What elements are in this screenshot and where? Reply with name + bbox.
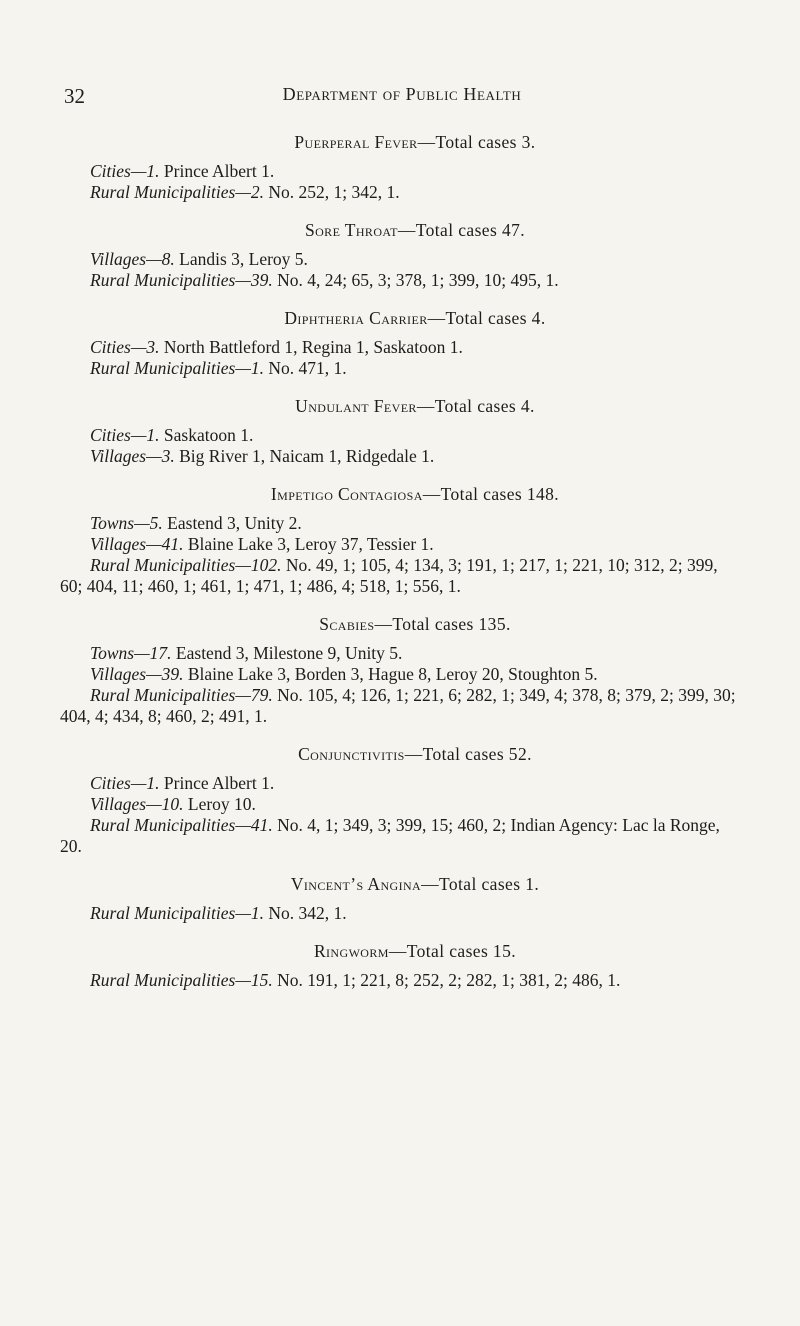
locality-list: Blaine Lake 3, Borden 3, Hague 8, Leroy 20, Stoughton 5.: [183, 664, 598, 684]
total-cases: —Total cases 4.: [427, 308, 546, 328]
disease-name: Undulant Fever: [295, 396, 417, 416]
running-head: Department of Public Health: [282, 84, 522, 104]
category-label: Cities: [90, 161, 131, 181]
category-count: —41.: [146, 534, 184, 554]
category-label: Rural Municipalities: [90, 270, 236, 290]
locality-entry: [60, 513, 740, 534]
disease-name: Sore Throat: [304, 220, 398, 240]
locality-entry: [60, 555, 740, 597]
category-count: —1.: [130, 425, 160, 445]
locality-entry: [60, 425, 740, 446]
locality-list: Saskatoon 1.: [159, 425, 254, 445]
category-count: —39.: [235, 270, 273, 290]
category-count: —39.: [146, 664, 184, 684]
category-count: —79.: [235, 685, 273, 705]
locality-entry: [60, 249, 740, 270]
disease-section: [90, 129, 740, 203]
category-count: —10.: [146, 794, 184, 814]
locality-list: Leroy 10.: [183, 794, 256, 814]
category-label: Villages: [90, 534, 147, 554]
category-label: Villages: [90, 249, 147, 269]
category-label: Rural Municipalities: [90, 182, 236, 202]
locality-entry: [60, 794, 740, 815]
category-label: Towns: [90, 513, 135, 533]
disease-name: Conjunctivitis: [298, 744, 405, 764]
locality-list: Prince Albert 1.: [159, 773, 275, 793]
category-label: Rural Municipalities: [90, 815, 236, 835]
category-count: —15.: [235, 970, 273, 990]
category-label: Rural Municipalities: [90, 555, 236, 575]
locality-entry: [60, 358, 740, 379]
locality-list: No. 4, 1; 349, 3; 399, 15; 460, 2; Indian Agency: Lac la Ronge, 20.: [60, 815, 720, 856]
locality-entry: [60, 270, 740, 291]
locality-list: Blaine Lake 3, Leroy 37, Tessier 1.: [183, 534, 434, 554]
locality-list: No. 191, 1; 221, 8; 252, 2; 282, 1; 381, 2; 486, 1.: [272, 970, 621, 990]
locality-entry: [60, 685, 740, 727]
total-cases: —Total cases 148.: [422, 484, 560, 504]
disease-heading: [90, 741, 740, 767]
category-count: —8.: [146, 249, 175, 269]
category-label: Towns: [90, 643, 135, 663]
disease-heading: [90, 871, 740, 897]
disease-heading: [90, 305, 740, 331]
locality-entry: [60, 161, 740, 182]
locality-entry: [60, 903, 740, 924]
disease-section: [90, 393, 740, 467]
category-label: Villages: [90, 664, 147, 684]
locality-list: Prince Albert 1.: [159, 161, 275, 181]
category-label: Villages: [90, 446, 147, 466]
disease-section: [60, 741, 740, 857]
locality-entry: [60, 815, 740, 857]
disease-name: Scabies: [319, 614, 375, 634]
category-count: —1.: [235, 358, 265, 378]
total-cases: —Total cases 135.: [374, 614, 511, 634]
locality-list: Big River 1, Naicam 1, Ridgedale 1.: [174, 446, 435, 466]
disease-section: [60, 611, 740, 727]
locality-entry: [60, 643, 740, 664]
total-cases: —Total cases 3.: [417, 132, 536, 152]
page-number: 32: [64, 84, 85, 108]
disease-name: Impetigo Contagiosa: [270, 484, 423, 504]
locality-list: Eastend 3, Milestone 9, Unity 5.: [171, 643, 403, 663]
category-count: —1.: [130, 161, 160, 181]
category-count: —1.: [130, 773, 160, 793]
locality-list: No. 471, 1.: [264, 358, 347, 378]
disease-heading: [90, 217, 740, 243]
category-count: —2.: [235, 182, 265, 202]
disease-heading: [90, 393, 740, 419]
category-count: —17.: [134, 643, 172, 663]
category-label: Cities: [90, 425, 131, 445]
category-label: Rural Municipalities: [90, 903, 236, 923]
total-cases: —Total cases 15.: [388, 941, 517, 961]
total-cases: —Total cases 52.: [404, 744, 532, 764]
locality-list: No. 342, 1.: [264, 903, 347, 923]
total-cases: —Total cases 47.: [397, 220, 526, 240]
category-count: —41.: [235, 815, 273, 835]
locality-entry: [60, 970, 740, 991]
category-label: Villages: [90, 794, 147, 814]
locality-list: North Battleford 1, Regina 1, Saskatoon 1.: [159, 337, 463, 357]
locality-entry: [60, 664, 740, 685]
locality-list: No. 105, 4; 126, 1; 221, 6; 282, 1; 349, 4; 378, 8; 379, 2; 399, 30; 404, 4; 434, 8; 460, 2; 491, 1.: [60, 685, 736, 726]
disease-heading: [90, 938, 740, 964]
locality-list: No. 252, 1; 342, 1.: [264, 182, 400, 202]
category-count: —3.: [130, 337, 160, 357]
disease-section: [90, 938, 740, 991]
disease-name: Vincent’s Angina: [290, 874, 422, 894]
category-count: —3.: [146, 446, 175, 466]
disease-name: Ringworm: [313, 941, 389, 961]
disease-name: Puerperal Fever: [294, 132, 418, 152]
total-cases: —Total cases 4.: [416, 396, 535, 416]
disease-heading: [90, 611, 740, 637]
category-count: —5.: [134, 513, 163, 533]
disease-section: [60, 481, 740, 597]
disease-section: [90, 305, 740, 379]
locality-entry: [60, 182, 740, 203]
category-label: Rural Municipalities: [90, 358, 236, 378]
locality-entry: [60, 534, 740, 555]
category-count: —1.: [235, 903, 265, 923]
disease-section: [90, 871, 740, 924]
disease-name: Diphtheria Carrier: [284, 308, 428, 328]
locality-entry: [60, 446, 740, 467]
disease-heading: [90, 129, 740, 155]
category-label: Rural Municipalities: [90, 970, 236, 990]
locality-list: No. 49, 1; 105, 4; 134, 3; 191, 1; 217, 1; 221, 10; 312, 2; 399, 60; 404, 11; 460, 1; 461, 1; 471, 1; 486, 4; 518, 1; 556, 1.: [60, 555, 718, 596]
disease-section: [90, 217, 740, 291]
category-label: Cities: [90, 773, 131, 793]
category-count: —102.: [235, 555, 282, 575]
category-label: Rural Municipalities: [90, 685, 236, 705]
locality-list: No. 4, 24; 65, 3; 378, 1; 399, 10; 495, 1.: [272, 270, 559, 290]
locality-entry: [60, 337, 740, 358]
report-body: [60, 129, 740, 1005]
locality-entry: [60, 773, 740, 794]
disease-heading: [90, 481, 740, 507]
page-header: [64, 84, 740, 114]
category-label: Cities: [90, 337, 131, 357]
locality-list: Eastend 3, Unity 2.: [162, 513, 302, 533]
total-cases: —Total cases 1.: [421, 874, 540, 894]
locality-list: Landis 3, Leroy 5.: [174, 249, 308, 269]
